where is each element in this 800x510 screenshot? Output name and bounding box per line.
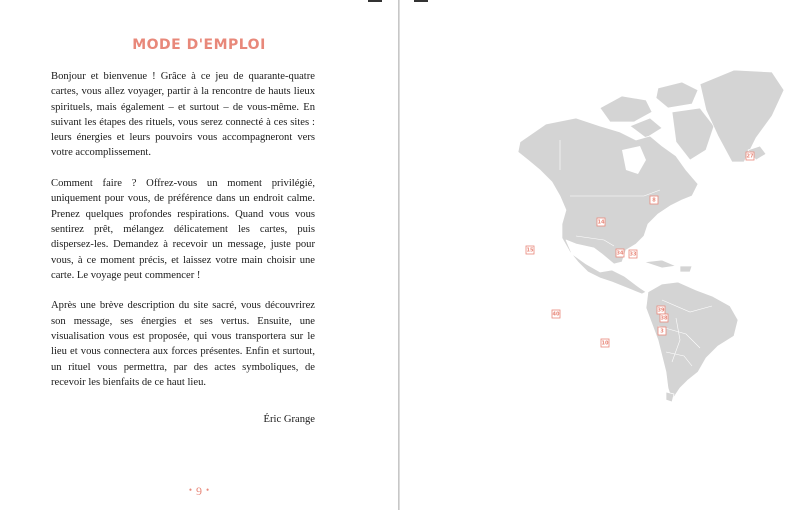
south-america — [646, 282, 738, 400]
map-marker[interactable] — [660, 314, 668, 322]
landmass — [518, 70, 784, 402]
svg-text:27: 27 — [746, 153, 754, 160]
folio-dot-right: • — [206, 485, 210, 495]
svg-text:34: 34 — [616, 250, 624, 257]
svg-text:39: 39 — [657, 307, 665, 314]
svg-text:33: 33 — [629, 251, 637, 258]
page-number: 9 — [196, 484, 202, 498]
map-marker[interactable] — [601, 339, 609, 347]
map-marker[interactable] — [657, 306, 665, 314]
page-number-footer — [0, 484, 398, 499]
top-tab-left — [368, 0, 382, 2]
svg-text:15: 15 — [526, 247, 534, 254]
cuba — [644, 260, 676, 268]
paragraph-description: Après une brève description du site sacré, vous découvrirez son message, ses énergies et ses vertus. Ensuite, une visualisation vous est proposée, qui vous transportera sur le lieu et vous connectera aux forces présentes. Enfin et surtout, un rituel vous permettra, par des actes symboliques, de recevoir les bienfaits de ce haut lieu. — [51, 300, 315, 388]
svg-text:8: 8 — [652, 197, 656, 204]
svg-text:40: 40 — [552, 311, 560, 318]
svg-text:3: 3 — [660, 328, 664, 335]
right-page — [400, 0, 800, 510]
author-signature: Éric Grange — [263, 414, 315, 425]
map-marker[interactable] — [597, 218, 605, 226]
map-marker[interactable] — [526, 246, 534, 254]
svg-text:38: 38 — [660, 315, 668, 322]
north-america — [518, 118, 698, 294]
svg-text:10: 10 — [601, 340, 609, 347]
americas-map — [400, 0, 800, 510]
map-marker[interactable] — [650, 196, 658, 204]
greenland — [700, 70, 784, 162]
hispaniola — [680, 266, 692, 272]
paragraph-welcome: Bonjour et bienvenue ! Grâce à ce jeu de quarante-quatre cartes, vous allez voyager, partir à la rencontre de hauts lieux spirituels, mais également – et surtout – de vous-même. En suivant les étapes des rituels, vous serez connecté à ces sites : leurs énergies et leurs pouvoirs vous accompagneront vers votre accomplissement. — [51, 71, 315, 159]
arctic-islands — [600, 96, 652, 122]
tierra-del-fuego — [666, 392, 674, 402]
baffin-island — [672, 108, 714, 160]
page-title: MODE D'EMPLOI — [132, 37, 266, 53]
intro-text — [51, 69, 315, 406]
left-page — [0, 0, 398, 510]
map-marker[interactable] — [746, 152, 754, 160]
map-marker[interactable] — [616, 249, 624, 257]
map-marker[interactable] — [552, 310, 560, 318]
map-marker[interactable] — [629, 250, 637, 258]
arctic-island-2 — [656, 82, 698, 108]
folio-dot-left: • — [188, 485, 192, 495]
map-marker[interactable] — [658, 327, 666, 335]
paragraph-how-to: Comment faire ? Offrez-vous un moment privilégié, uniquement pour vous, de préférence dans un endroit calme. Prenez quelques profondes respirations. Quand vous vous sentirez prêt, mélangez délicatement les cartes, puis dispersez-les. Demandez à recevoir un message, juste pour vous, à ce moment précis, et laissez votre main choisir une carte. Le voyage peut commencer ! — [51, 178, 315, 281]
svg-text:14: 14 — [597, 219, 605, 226]
